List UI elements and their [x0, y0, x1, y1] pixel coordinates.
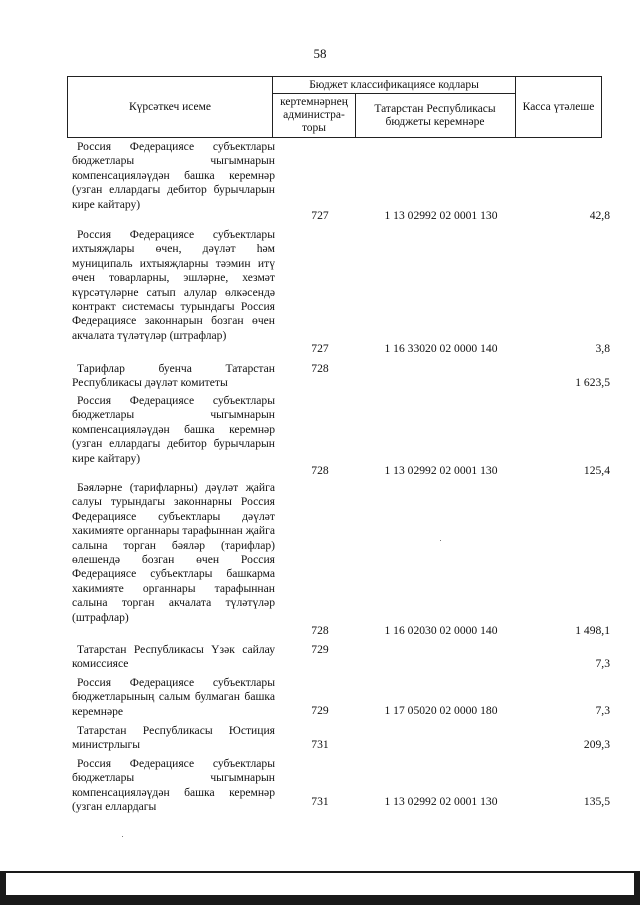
- row-admin-code: 731: [311, 738, 329, 751]
- page-number: 58: [313, 46, 327, 61]
- header-divider: [355, 94, 356, 137]
- row-budget-code: 1 17 05020 02 0000 180: [384, 704, 498, 717]
- row-budget-code: 1 13 02992 02 0001 130: [384, 464, 498, 477]
- scan-speck: [440, 540, 441, 541]
- row-admin-code: 728: [311, 464, 329, 477]
- table-row: [0, 481, 640, 641]
- row-admin-code: 728: [311, 362, 329, 375]
- header-cash-col: Касса үтәлеше: [522, 100, 595, 113]
- row-indicator-name: Тарифлар буенча Татарстан Республикасы дәүләт комитеты: [72, 362, 275, 390]
- row-indicator-name: Россия Федерациясе субъектлары ихтыяҗлары өчен, дәүләт һәм муниципаль ихтыяҗларны тәэмин итү өчен товарларны, эшләрне, хезмәт күрсәтүләрне сатып алулар өлкәсендә контракт системасы турындагы Россия Федерациясе законнарын бозган өчен акчалата түләтүләр (штрафлар): [72, 228, 275, 342]
- scan-speck: [122, 836, 123, 837]
- row-indicator-name: Россия Федерациясе субъектлары бюджетларының салым булмаган башка керемнәре: [72, 676, 275, 718]
- row-budget-code: 1 13 02992 02 0001 130: [384, 209, 498, 222]
- row-amount: 209,3: [583, 738, 610, 751]
- row-indicator-name: Татарстан Республикасы Үзәк сайлау комиссиясе: [72, 643, 275, 671]
- scan-border-inner: [6, 873, 634, 895]
- row-admin-code: 731: [311, 795, 329, 808]
- row-indicator-name: Бәяләрне (тарифларны) дәүләт җайга салуы турындагы законнарны Россия Федерациясе субъектлары дәүләт хакимияте органнары тарафыннан җайга салына торган бәяләр (тарифлар) өлешендә бозган өчен Россия Федерациясе субъектлары башкарма хакимияте органнары тарафыннан салына торган акчалата түләтүләр (штрафлар): [72, 481, 275, 624]
- row-indicator-name: Татарстан Республикасы Юстиция министрлыгы: [72, 724, 275, 752]
- row-budget-code: 1 16 02030 02 0000 140: [384, 624, 498, 637]
- row-budget-code: 1 13 02992 02 0001 130: [384, 795, 498, 808]
- table-row: [0, 757, 640, 817]
- row-amount: 7,3: [595, 704, 610, 717]
- table-row: [0, 643, 640, 673]
- row-amount: 1 498,1: [575, 624, 610, 637]
- row-admin-code: 729: [311, 643, 329, 656]
- row-admin-code: 729: [311, 704, 329, 717]
- table-row: [0, 362, 640, 392]
- row-amount: 42,8: [589, 209, 610, 222]
- row-admin-code: 727: [311, 342, 329, 355]
- row-budget-code: 1 16 33020 02 0000 140: [384, 342, 498, 355]
- table-row: [0, 676, 640, 720]
- row-amount: 125,4: [583, 464, 610, 477]
- row-indicator-name: Россия Федерациясе субъектлары бюджетлары чыгымнарын компенсацияләүдән башка керемнәр (узган еллардагы дебитор бурычларын кире кайтару): [72, 394, 275, 465]
- row-indicator-name: Россия Федерациясе субъектлары бюджетлары чыгымнарын компенсацияләүдән башка керемнәр (узган еллардагы: [72, 757, 275, 814]
- row-indicator-name: Россия Федерациясе субъектлары бюджетлары чыгымнарын компенсацияләүдән башка керемнәр (узган еллардагы дебитор бурычларын кире кайтару): [72, 140, 275, 211]
- row-amount: 1 623,5: [575, 376, 610, 389]
- header-budget-col: Татарстан Республикасы бюджеты керемнәре: [374, 102, 496, 128]
- table-row: [0, 228, 640, 360]
- header-admin-col: кертемнәрнең администра-торы: [280, 96, 348, 134]
- row-admin-code: 728: [311, 624, 329, 637]
- table-row: [0, 140, 640, 228]
- row-amount: 135,5: [583, 795, 610, 808]
- table-row: [0, 394, 640, 480]
- table-header: [67, 76, 602, 138]
- header-indicator-name: Күрсәткеч исеме: [128, 100, 212, 113]
- table-row: [0, 724, 640, 754]
- row-amount: 3,8: [595, 342, 610, 355]
- row-amount: 7,3: [595, 657, 610, 670]
- header-budget-codes-group: Бюджет классификациясе кодлары: [309, 78, 479, 91]
- row-admin-code: 727: [311, 209, 329, 222]
